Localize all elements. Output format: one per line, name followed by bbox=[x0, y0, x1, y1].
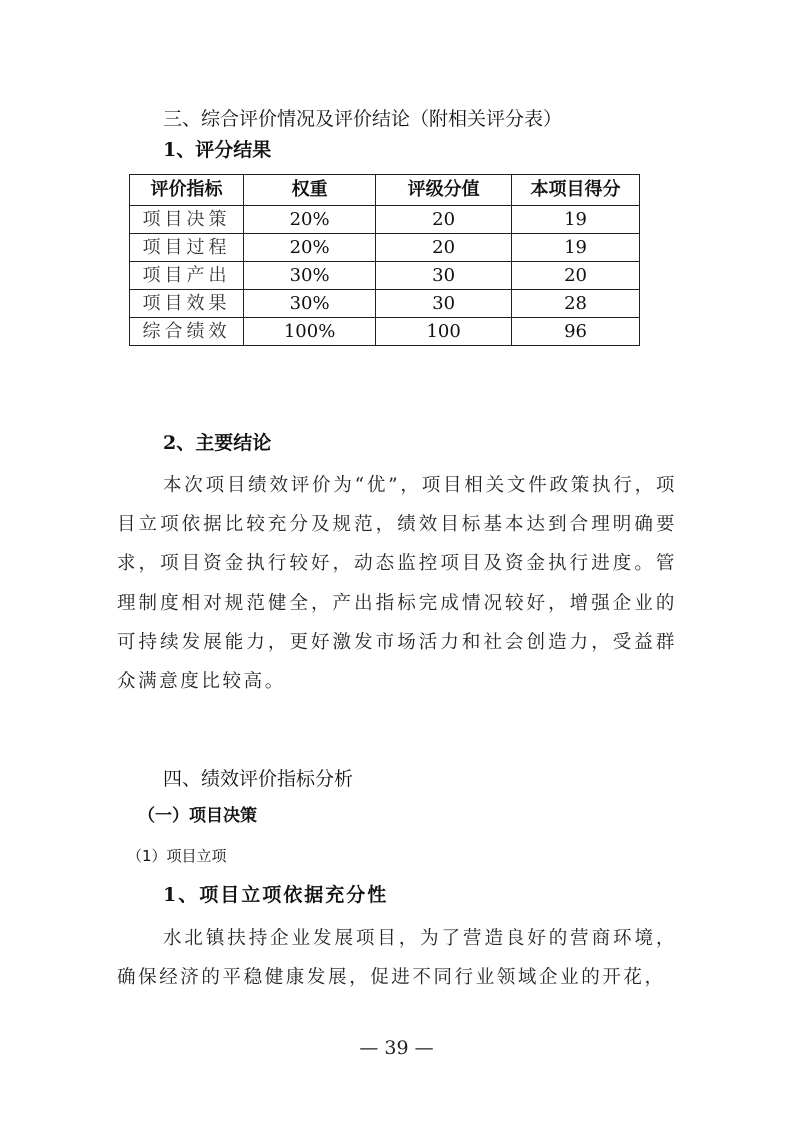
header-cell: 权重 bbox=[244, 175, 376, 206]
indicator-cell: 项目效果 bbox=[130, 290, 244, 318]
rating-cell: 20 bbox=[376, 234, 512, 262]
table-row bbox=[130, 290, 640, 318]
rating-cell: 100 bbox=[376, 318, 512, 346]
score-cell: 19 bbox=[512, 206, 640, 234]
score-cell: 20 bbox=[512, 262, 640, 290]
header-cell: 本项目得分 bbox=[512, 175, 640, 206]
basis-paragraph: 水北镇扶持企业发展项目，为了营造良好的营商环境，确保经济的平稳健康发展，促进不同行业领域企业的开花， bbox=[117, 928, 677, 989]
score-cell: 96 bbox=[512, 318, 640, 346]
table-row bbox=[130, 318, 640, 346]
page-number: — 39 — bbox=[359, 1037, 434, 1059]
header-cell: 评价指标 bbox=[130, 175, 244, 206]
indicator-cell: 项目过程 bbox=[130, 234, 244, 262]
weight-cell: 30% bbox=[244, 290, 376, 318]
result-heading: 1、评分结果 bbox=[163, 139, 272, 161]
score-table bbox=[129, 174, 640, 346]
approval-heading: （1）项目立项 bbox=[127, 847, 227, 865]
table-row bbox=[130, 206, 640, 234]
weight-cell: 20% bbox=[244, 234, 376, 262]
conclusion-heading: 2、主要结论 bbox=[163, 432, 272, 454]
rating-cell: 30 bbox=[376, 262, 512, 290]
decision-heading: （一）项目决策 bbox=[138, 806, 257, 826]
rating-cell: 30 bbox=[376, 290, 512, 318]
indicator-cell: 项目决策 bbox=[130, 206, 244, 234]
weight-cell: 20% bbox=[244, 206, 376, 234]
indicator-cell: 综合绩效 bbox=[130, 318, 244, 346]
weight-cell: 30% bbox=[244, 262, 376, 290]
basis-heading: 1、项目立项依据充分性 bbox=[163, 884, 389, 906]
indicator-cell: 项目产出 bbox=[130, 262, 244, 290]
table-row bbox=[130, 262, 640, 290]
section-heading: 三、综合评价情况及评价结论（附相关评分表） bbox=[163, 108, 563, 130]
header-cell: 评级分值 bbox=[376, 175, 512, 206]
analysis-heading: 四、绩效评价指标分析 bbox=[163, 768, 354, 790]
score-cell: 19 bbox=[512, 234, 640, 262]
rating-cell: 20 bbox=[376, 206, 512, 234]
conclusion-paragraph: 本次项目绩效评价为“优”，项目相关文件政策执行，项目立项依据比较充分及规范，绩效目标基本达到合理明确要求，项目资金执行较好，动态监控项目及资金执行进度。管理制度相对规范健全，产出指标完成情况较好，增强企业的可持续发展能力，更好激发市场活力和社会创造力，受益群众满意度比较高。 bbox=[117, 475, 677, 693]
table-header-row bbox=[130, 175, 640, 206]
score-cell: 28 bbox=[512, 290, 640, 318]
table-row bbox=[130, 234, 640, 262]
weight-cell: 100% bbox=[244, 318, 376, 346]
